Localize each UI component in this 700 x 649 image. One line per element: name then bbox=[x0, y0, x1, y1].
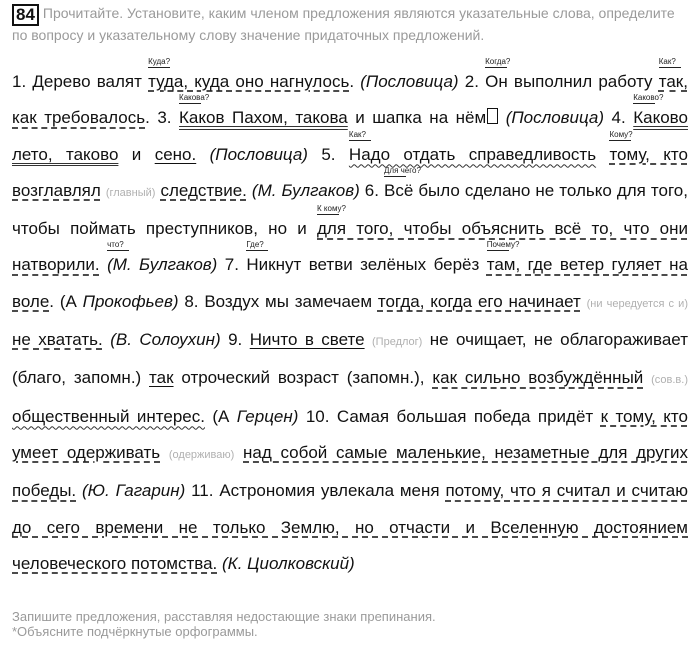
source: (В. Солоухин) bbox=[110, 330, 221, 350]
question-label: Как? bbox=[349, 130, 371, 141]
hint: (сов.в.) bbox=[651, 374, 688, 387]
source: Герцен) bbox=[236, 406, 299, 426]
subordinate-clause: Кому? тому, кто возглавлял bbox=[12, 129, 688, 200]
question-label: Каково? bbox=[633, 93, 664, 103]
source: (М. Булгаков) bbox=[251, 180, 360, 200]
sentence-5: 5. Как? Надо отдать справедливость Кому? тому, кто возглавлял (главный) следствие. (М. Булгаков) bbox=[12, 129, 688, 200]
source: (Ю. Гагарин) bbox=[81, 481, 186, 501]
task-number: 84 bbox=[12, 4, 39, 26]
subordinate-clause: как сильно возбуждённый bbox=[432, 368, 644, 388]
source: (Пословица) bbox=[360, 72, 459, 91]
source: (Пословица) bbox=[209, 144, 308, 164]
subordinate-clause: Каково? Каково лето, таково bbox=[12, 93, 688, 164]
sentence-8: 8. Воздух мы замечаем тогда, когда его начинает (ни чередуется с и) не хватать. (В. Солоухин) bbox=[12, 291, 688, 350]
hint: (одерживаю) bbox=[168, 448, 235, 461]
hint: (ни чередуется с и) bbox=[586, 297, 688, 310]
source: (М. Булгаков) bbox=[107, 255, 218, 275]
question-label: Когда? bbox=[485, 57, 511, 66]
hint: (главный) bbox=[105, 186, 156, 199]
source: (К. Циолковский) bbox=[222, 553, 355, 573]
sentence-9: 9. Ничто в свете (Предлог) не очищает, не облагораживает (благо, запомн.) так отроческий возраст (запомн.), как сильно возбуждённый (сов.в.) общественный интерес. (А Герцен) bbox=[12, 330, 688, 426]
subordinate-clause: Почему? там, где ветер гуляет на воле bbox=[12, 240, 688, 311]
subordinate-clause: потому, что я считал и считаю до сего времени не только Землю, но отчасти и Вселенную достоянием человеческого потомства. bbox=[12, 481, 688, 573]
footer-line-2: *Объясните подчёркнутые орфограммы. bbox=[12, 624, 258, 639]
subordinate-clause: Как? так, как требовалось bbox=[12, 57, 688, 128]
question-label: Кому? bbox=[609, 129, 633, 139]
question-label: Какова? bbox=[179, 93, 210, 103]
subordinate-clause: К кому? для того, чтобы объяснить всё то, что они натворили. bbox=[12, 204, 688, 275]
blank-box bbox=[487, 108, 498, 124]
sentence-7: 7. Где? Никнут ветви зелёных берёз Почему? там, где ветер гуляет на воле. (А Прокофьев) bbox=[12, 240, 688, 311]
sentence-10: 10. Самая большая победа придёт к тому, кто умеет одерживать (одерживаю) над собой самые маленькие, незаметные для других победы. (Ю. Гагарин) bbox=[12, 406, 688, 501]
question-label: Для чего? bbox=[384, 165, 421, 175]
source: Прокофьев) bbox=[82, 291, 179, 311]
footer-line-1: Запишите предложения, расставляя недостающие знаки препинания. bbox=[12, 609, 436, 624]
sentence-6: 6. Для чего? Всё было сделано не только для того, чтобы поймать преступников, но и К кому? для того, чтобы объяснить всё то, что они натворили. что? (М. Булгаков) bbox=[12, 165, 688, 275]
subordinate-clause: тогда, когда его начинает bbox=[377, 291, 581, 311]
task-header bbox=[12, 4, 692, 45]
question-label: К кому? bbox=[317, 204, 346, 214]
question-label: Почему? bbox=[486, 240, 520, 250]
sentence-4: 4. Каково? Каково лето, таково и сено. (Пословица) bbox=[12, 93, 688, 164]
question-label: что? bbox=[107, 240, 129, 251]
source: (Пословица) bbox=[505, 108, 605, 128]
subordinate-clause: к тому, кто умеет одерживать bbox=[12, 406, 688, 462]
question-label: Как? bbox=[659, 57, 681, 68]
sentence-3: 3. Какова? Каков Пахом, такова и шапка на нём (Пословица) bbox=[157, 93, 605, 128]
task-footer bbox=[12, 609, 692, 639]
task-instruction: Прочитайте. Установите, каким членом предложения являются указательные слова, определите по вопросу и указательному слову значение придаточных предложений. bbox=[12, 5, 675, 43]
subordinate-clause: Какова? Каков Пахом, такова bbox=[179, 93, 348, 128]
exercise-text bbox=[12, 57, 688, 582]
hint: (Предлог) bbox=[372, 336, 423, 349]
sentence-1: 1. Дерево валят Куда? туда, куда оно нагнулось. (Пословица) bbox=[12, 57, 459, 91]
question-label: Где? bbox=[246, 240, 268, 251]
sentence-11: 11. Астрономия увлекала меня потому, что я считал и считаю до сего времени не только Землю, но отчасти и Вселенную достоянием человеческого потомства. (К. Циолковский) bbox=[12, 481, 688, 573]
sentence-2: 2. Когда? Он выполнил работу Как? так, как требовалось. bbox=[12, 57, 688, 128]
question-label: Куда? bbox=[148, 57, 171, 66]
subordinate-clause: Куда? туда, куда оно нагнулось bbox=[148, 57, 350, 91]
